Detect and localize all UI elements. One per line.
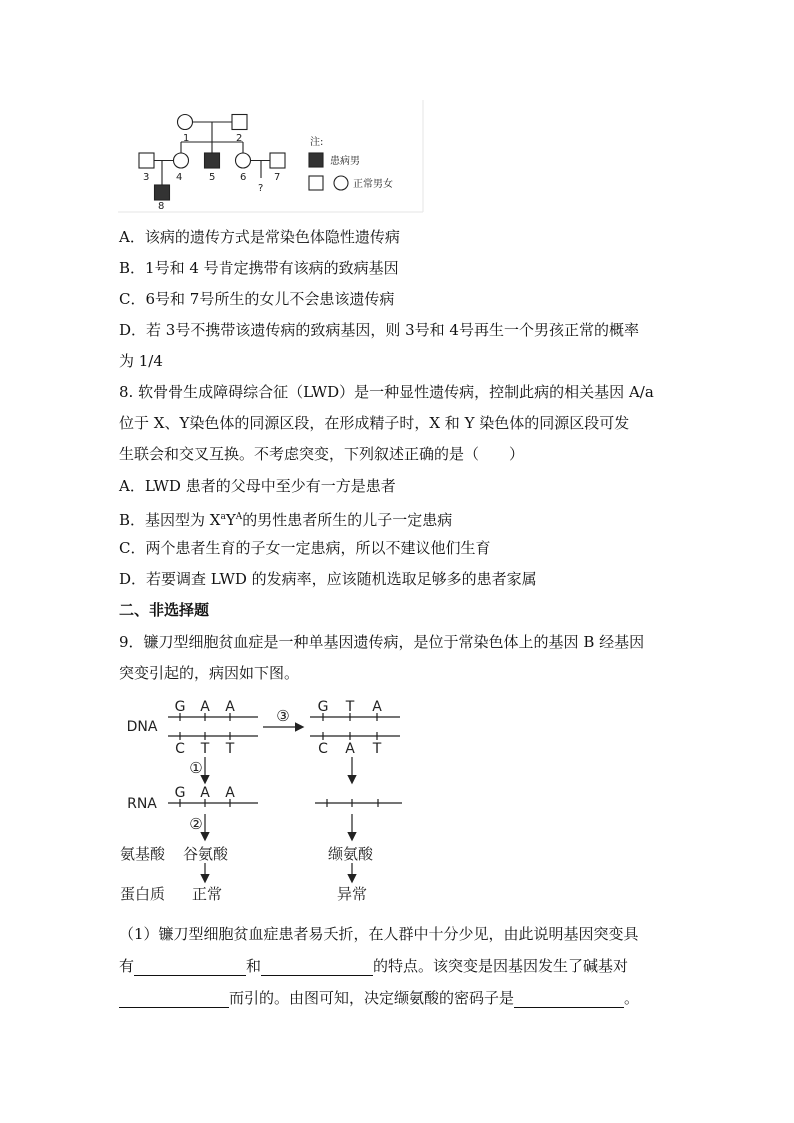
q8-option-b-mid: Y bbox=[225, 511, 236, 529]
legend-affected-label: 患病男 bbox=[330, 156, 360, 167]
q9-sub1-line2 bbox=[119, 956, 628, 976]
label-8: 8 bbox=[158, 201, 165, 212]
dna-top-left-1: G bbox=[174, 699, 186, 715]
q9-sub1-line1: （1）镰刀型细胞贫血症患者易夭折，在人群中十分少见，由此说明基因突变具 bbox=[119, 925, 639, 943]
step-3-mark: ③ bbox=[276, 707, 290, 725]
rna-left-2: A bbox=[200, 785, 210, 801]
q7-option-a: A．该病的遗传方式是常染色体隐性遗传病 bbox=[119, 228, 400, 246]
pedigree-chart bbox=[118, 100, 424, 214]
label-6: 6 bbox=[240, 172, 247, 183]
q9-sub1-text-a: 有 bbox=[119, 957, 135, 975]
dna-bottom-right-3: T bbox=[372, 741, 382, 757]
protein-left: 正常 bbox=[192, 885, 223, 903]
q8-option-b-sup1: a bbox=[220, 512, 226, 522]
dna-label: DNA bbox=[126, 719, 158, 735]
dna-bottom-right-2: A bbox=[345, 741, 355, 757]
rna-left-1: G bbox=[174, 785, 186, 801]
step-1-mark: ① bbox=[189, 759, 203, 777]
q7-option-b: B．1号和 4 号肯定携带有该病的致病基因 bbox=[119, 259, 399, 277]
legend-title: 注: bbox=[310, 137, 324, 148]
q7-option-c: C．6号和 7号所生的女儿不会患该遗传病 bbox=[119, 290, 395, 308]
dna-bottom-left-2: T bbox=[200, 741, 210, 757]
q8-stem-line3: 生联会和交叉互换。不考虑突变，下列叙述正确的是（ ） bbox=[119, 445, 525, 463]
q8-option-b-sup2: A bbox=[235, 512, 243, 522]
dna-bottom-right-1: C bbox=[318, 741, 328, 757]
q9-sub1-text-d: 而引的。由图可知，决定缬氨酸的密码子是 bbox=[229, 989, 515, 1007]
q9-sub1-text-e: 。 bbox=[624, 989, 640, 1007]
individual-6 bbox=[236, 153, 251, 168]
legend-normal-male-symbol bbox=[309, 176, 323, 190]
amino-right: 缬氨酸 bbox=[328, 845, 374, 863]
dna-top-left-2: A bbox=[200, 699, 210, 715]
q8-stem-line2: 位于 X、Y染色体的同源区段，在形成精子时，X 和 Y 染色体的同源区段可发 bbox=[119, 414, 630, 432]
q7-option-d-line2: 为 1/4 bbox=[119, 352, 163, 370]
q8-option-d: D．若要调查 LWD 的发病率，应该随机选取足够多的患者家属 bbox=[119, 570, 537, 588]
protein-label: 蛋白质 bbox=[120, 885, 166, 903]
individual-7 bbox=[270, 153, 285, 168]
individual-4 bbox=[174, 153, 189, 168]
label-2: 2 bbox=[236, 133, 243, 144]
q8-option-b-pre: B．基因型为 X bbox=[119, 511, 221, 529]
label-5: 5 bbox=[209, 172, 216, 183]
dna-top-left-3: A bbox=[225, 699, 235, 715]
individual-1 bbox=[178, 115, 193, 130]
q8-option-b bbox=[119, 507, 452, 530]
q9-stem-line2: 突变引起的，病因如下图。 bbox=[119, 664, 300, 682]
mutation-diagram bbox=[120, 692, 410, 910]
q8-stem-line1: 8. 软骨骨生成障碍综合征（LWD）是一种显性遗传病，控制此病的相关基因 A/a bbox=[119, 383, 654, 401]
dna-bottom-left-3: T bbox=[225, 741, 235, 757]
step-2-mark: ② bbox=[189, 815, 203, 833]
q7-option-d-line1: D．若 3号不携带该遗传病的致病基因，则 3号和 4号再生一个男孩正常的概率 bbox=[119, 321, 639, 339]
individual-2 bbox=[232, 115, 247, 130]
individual-8 bbox=[155, 185, 170, 200]
rna-left-3: A bbox=[225, 785, 235, 801]
label-1: 1 bbox=[183, 133, 190, 144]
answer-blank-2[interactable] bbox=[261, 959, 373, 976]
individual-5 bbox=[205, 153, 220, 168]
q8-option-b-post: 的男性患者所生的儿子一定患病 bbox=[242, 511, 453, 529]
q9-sub1-text-b: 和 bbox=[246, 957, 262, 975]
legend-affected-symbol bbox=[309, 153, 323, 167]
legend-normal-female-symbol bbox=[334, 176, 348, 190]
dna-top-right-3: A bbox=[372, 699, 382, 715]
label-7: 7 bbox=[274, 172, 281, 183]
q8-option-a: A．LWD 患者的父母中至少有一方是患者 bbox=[119, 477, 396, 495]
section2-title: 二、非选择题 bbox=[119, 601, 210, 619]
protein-right: 异常 bbox=[337, 885, 368, 903]
legend-normal-label: 正常男女 bbox=[353, 179, 393, 190]
dna-top-right-2: T bbox=[345, 699, 355, 715]
q8-option-c: C．两个患者生育的子女一定患病，所以不建议他们生育 bbox=[119, 539, 491, 557]
rna-label: RNA bbox=[127, 796, 157, 812]
q9-sub1-text-c: 的特点。该突变是因基因发生了碱基对 bbox=[373, 957, 629, 975]
unknown-mark: ? bbox=[258, 183, 264, 194]
answer-blank-3[interactable] bbox=[119, 991, 229, 1008]
answer-blank-1[interactable] bbox=[134, 959, 246, 976]
q9-stem-line1: 9．镰刀型细胞贫血症是一种单基因遗传病，是位于常染色体上的基因 B 经基因 bbox=[119, 633, 645, 651]
dna-top-right-1: G bbox=[317, 699, 329, 715]
answer-blank-4[interactable] bbox=[514, 991, 624, 1008]
amino-left: 谷氨酸 bbox=[183, 845, 229, 863]
q9-sub1-line3 bbox=[119, 988, 639, 1008]
label-3: 3 bbox=[143, 172, 150, 183]
individual-3 bbox=[139, 153, 154, 168]
amino-label: 氨基酸 bbox=[120, 845, 166, 863]
label-4: 4 bbox=[176, 172, 183, 183]
dna-bottom-left-1: C bbox=[175, 741, 185, 757]
